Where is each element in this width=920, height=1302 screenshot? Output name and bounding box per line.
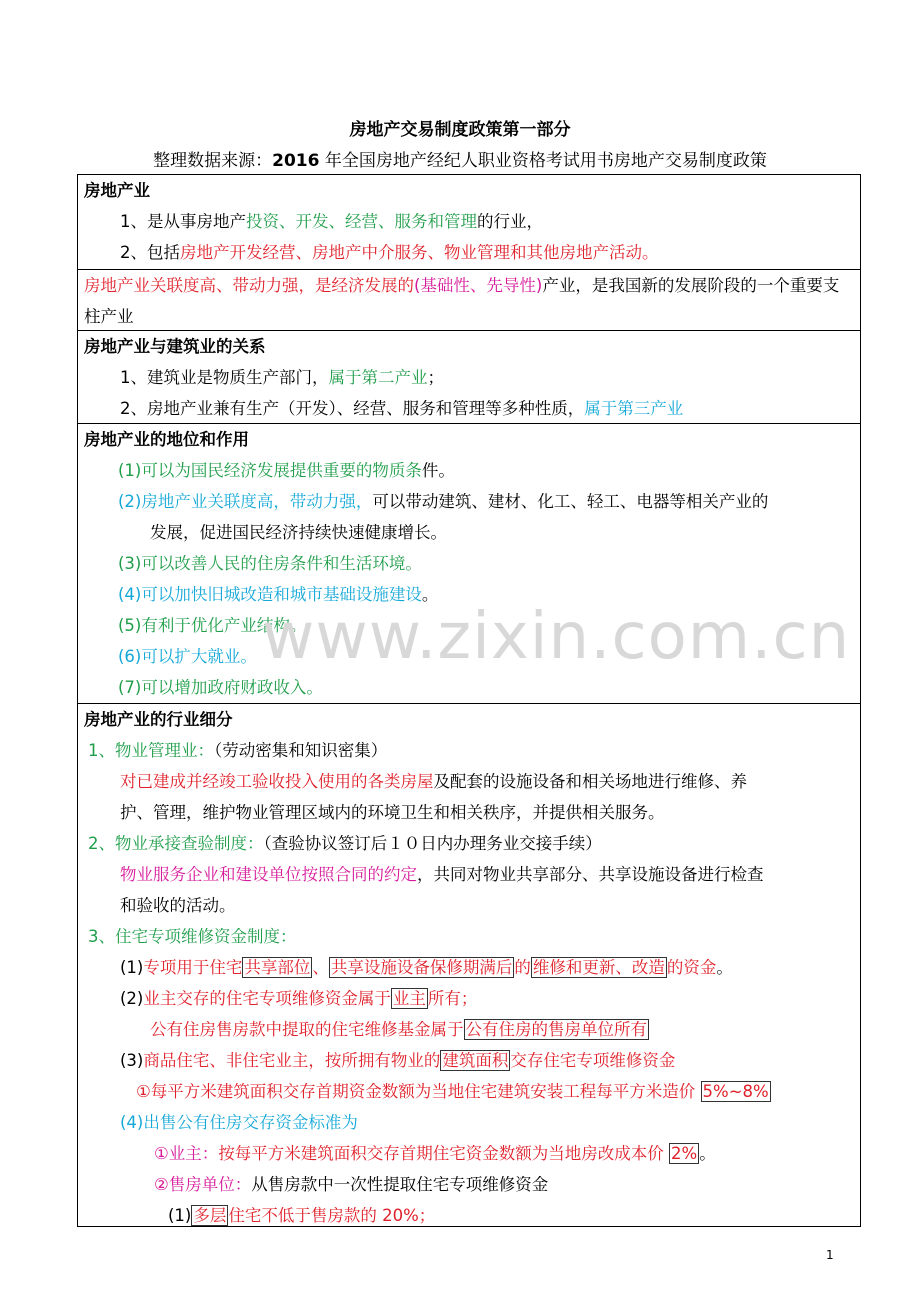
- highlight-text: (基础性、先导性): [414, 276, 543, 295]
- boxed-text: 公有住房的售房单位所有: [465, 1020, 647, 1039]
- highlight-text: 属于第三产业: [584, 399, 684, 418]
- paragraph: [84, 270, 854, 332]
- highlight-text: (4)可以加快旧城改造和城市基础设施建设: [118, 585, 422, 604]
- section-heading: 房地产业与建筑业的关系: [84, 337, 266, 356]
- subsection-title: [84, 735, 854, 766]
- text: ，共同对物业共享部分、共享设施设备进行检查: [417, 865, 764, 884]
- section-construction-relation: [78, 331, 860, 424]
- text: 件。: [421, 461, 455, 480]
- highlight-text: 、: [312, 958, 329, 977]
- text: 及配套的设施设备和相关场地进行维修、养: [433, 772, 747, 791]
- highlight-text: 2、物业承接查验制度：: [88, 834, 264, 853]
- list-item: [84, 486, 854, 517]
- highlight-text: ①每平方米建筑面积交存首期资金数额为当地住宅建筑安装工程每平方米造价: [136, 1082, 696, 1101]
- list-item: (3)可以改善人民的住房条件和生活环境。: [118, 554, 422, 573]
- boxed-text: 共享设施设备保修期满后: [330, 958, 513, 977]
- list-item: (6)可以扩大就业。: [118, 647, 257, 666]
- watermark: www.zixin.com.cn: [262, 600, 851, 674]
- highlight-text: 商品住宅、非住宅业主，按所拥有物业的: [143, 1051, 441, 1070]
- text: 的行业，: [477, 212, 543, 231]
- text: 。: [699, 1144, 716, 1163]
- text: 。: [421, 585, 439, 604]
- list-item-continuation: 发展，促进国民经济持续快速健康增长。: [150, 523, 447, 542]
- text: （劳动密集和知识密集）: [214, 741, 388, 760]
- text: （查验协议签订后１０日内办理务业交接手续）: [263, 834, 602, 853]
- paragraph: 和验收的活动。: [120, 896, 236, 915]
- boxed-text: 建筑面积: [442, 1051, 509, 1070]
- highlight-text: 1、物业管理业：: [88, 741, 214, 760]
- document-subtitle: [0, 149, 920, 173]
- highlight-text: 对已建成并经竣工验收投入使用的各类房屋: [120, 772, 434, 791]
- list-item: (5)有利于优化产业结构。: [118, 616, 307, 635]
- subtitle-year: 2016: [272, 151, 320, 171]
- list-item: (4)出售公有住房交存资金标准为: [120, 1113, 358, 1132]
- highlight-text: 业主交存的住宅专项维修资金属于: [143, 989, 391, 1008]
- section-relevance: [78, 270, 860, 331]
- highlight-text: 的资金: [666, 958, 717, 977]
- list-item: [84, 455, 854, 486]
- highlight-text: 物业服务企业和建设单位按照合同的约定: [120, 865, 417, 884]
- list-item: [84, 1200, 854, 1227]
- text: 1、是从事房地产: [120, 212, 246, 231]
- highlight-text: 房地产业关联度高、带动力强，是经济发展的: [84, 276, 414, 295]
- text: 可以带动建筑、建材、化工、轻工、电器等相关产业的: [372, 492, 769, 511]
- boxed-text: 2%: [671, 1144, 698, 1163]
- section-heading: 房地产业的行业细分: [84, 710, 233, 729]
- highlight-text: (2)房地产业关联度高，带动力强，: [118, 492, 373, 511]
- highlight-text: 公有住房售房款中提取的住宅维修基金属于: [150, 1020, 464, 1039]
- highlight-text: 房地产开发经营、房地产中介服务、物业管理和其他房地产活动。: [180, 243, 659, 262]
- list-item: (7)可以增加政府财政收入。: [118, 678, 323, 697]
- section-heading: 房地产业: [84, 181, 150, 200]
- boxed-text: 多层: [193, 1206, 227, 1225]
- subtitle-prefix: 整理数据来源：: [153, 151, 273, 171]
- boxed-text: 共享部位: [244, 958, 311, 977]
- text: (1): [168, 1206, 192, 1225]
- boxed-text: 5%~8%: [702, 1082, 769, 1101]
- page-number: 1: [826, 1248, 834, 1262]
- subsection-title: 3、住宅专项维修资金制度：: [88, 927, 297, 946]
- section-heading: 房地产业的地位和作用: [84, 430, 249, 449]
- boxed-text: 业主: [392, 989, 426, 1008]
- section-status-role: [78, 424, 860, 704]
- highlight-text: 属于第二产业: [328, 368, 428, 387]
- document-title: 房地产交易制度政策第一部分: [349, 120, 571, 140]
- text: ；: [427, 368, 444, 387]
- highlight-text: 交存住宅专项维修资金: [510, 1051, 676, 1070]
- list-item: [84, 206, 854, 237]
- text: 。: [716, 958, 733, 977]
- paragraph: 护、管理，维护物业管理区域内的环境卫生和相关秩序，并提供相关服务。: [120, 803, 665, 822]
- text: 产业，是我国新的发展阶段的一个重要支柱产业: [84, 276, 840, 326]
- text: 1、建筑业是物质生产部门，: [120, 368, 329, 387]
- highlight-text: 投资、开发、经营、服务和管理: [246, 212, 477, 231]
- highlight-text: 所有；: [427, 989, 478, 1008]
- text: (2): [120, 989, 144, 1008]
- section-real-estate-industry: [78, 175, 860, 270]
- highlight-text: ②售房单位：: [154, 1175, 252, 1194]
- list-item: [84, 1138, 854, 1169]
- subtitle-rest: 年全国房地产经纪人职业资格考试用书房地产交易制度政策: [319, 151, 767, 171]
- paragraph: [84, 766, 854, 797]
- text: (1): [120, 958, 144, 977]
- highlight-text: 专项用于住宅: [143, 958, 243, 977]
- text: 从售房款中一次性提取住宅专项维修资金: [251, 1175, 549, 1194]
- list-item: [84, 952, 854, 983]
- text: 2、房地产业兼有生产（开发）、经营、服务和管理等多种性质，: [120, 399, 585, 418]
- list-item: [84, 579, 854, 610]
- list-item: [84, 393, 854, 424]
- text: 2、包括: [120, 243, 180, 262]
- section-industry-breakdown: [78, 704, 860, 1226]
- list-item: [84, 1045, 854, 1076]
- highlight-text: ①业主：: [154, 1144, 219, 1163]
- list-item: [84, 1076, 854, 1107]
- highlight-text: 按每平方米建筑面积交存首期住宅资金数额为当地房改成本价: [218, 1144, 664, 1163]
- list-item: [84, 237, 854, 268]
- paragraph: [84, 859, 854, 890]
- list-item: [84, 983, 854, 1014]
- highlight-text: 住宅不低于售房款的 20%；: [228, 1206, 436, 1225]
- highlight-text: 的: [514, 958, 531, 977]
- boxed-text: 维修和更新、改造: [532, 958, 665, 977]
- content-table: [77, 174, 861, 1227]
- list-item: [84, 362, 854, 393]
- subsection-title: [84, 828, 854, 859]
- list-item: [84, 1014, 854, 1045]
- highlight-text: (1)可以为国民经济发展提供重要的物质条: [118, 461, 422, 480]
- text: (3): [120, 1051, 144, 1070]
- list-item: [84, 1169, 854, 1200]
